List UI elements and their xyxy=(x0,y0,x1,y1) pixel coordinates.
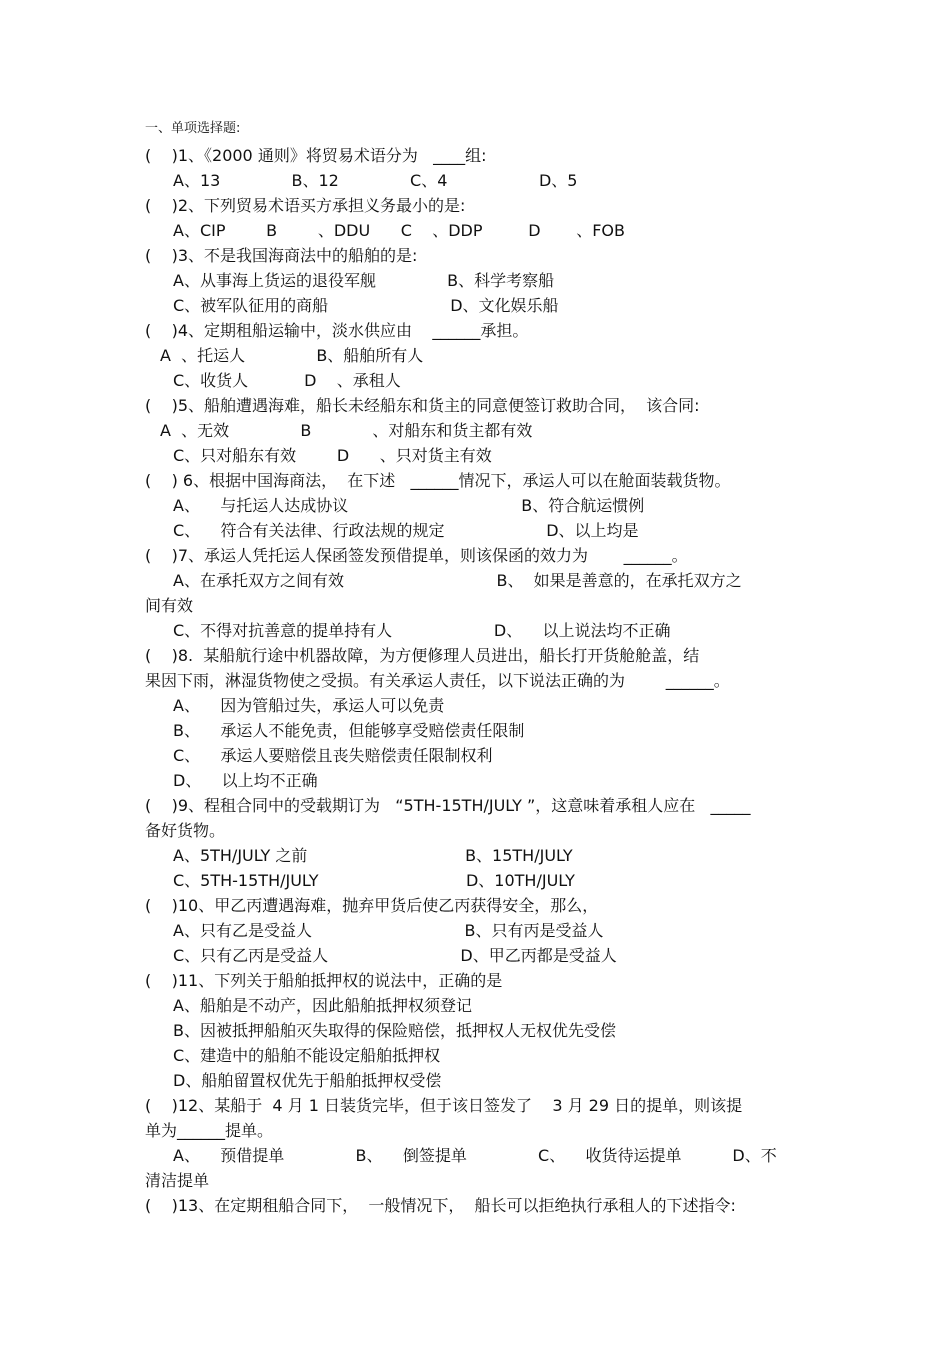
q4-options-cd: C、收货人 D 、承租人 xyxy=(173,371,401,390)
q5-options-cd: C、只对船东有效 D 、只对货主有效 xyxy=(173,446,492,465)
q1-stem: ( )1、《2000 通则》将贸易术语分为 ____组: xyxy=(145,146,487,165)
q12-stem-1: ( )12、某船于 4 月 1 日装货完毕，但于该日签发了 3 月 29 日的提单，则该提 xyxy=(145,1096,743,1115)
section-title: 一、单项选择题: xyxy=(145,121,241,136)
q12-options: A、 预借提单 B、 倒签提单 C、 收货待运提单 D、不 xyxy=(173,1146,777,1165)
q12-stem-2: 单为______提单。 xyxy=(145,1121,274,1140)
q3-stem: ( )3、不是我国海商法中的船舶的是: xyxy=(145,246,418,265)
q8-option-d: D、 以上均不正确 xyxy=(173,771,318,790)
q7-options-b-cont: 间有效 xyxy=(145,596,194,615)
q4-options-ab: A 、托运人 B、船舶所有人 xyxy=(160,346,424,365)
q7-options-cd: C、不得对抗善意的提单持有人 D、 以上说法均不正确 xyxy=(173,621,671,640)
q11-option-c: C、建造中的船舶不能设定船舶抵押权 xyxy=(173,1046,441,1065)
q8-option-c: C、 承运人要赔偿且丧失赔偿责任限制权利 xyxy=(173,746,493,765)
q5-options-ab: A 、无效 B 、对船东和货主都有效 xyxy=(160,421,533,440)
q10-stem: ( )10、甲乙丙遭遇海难，抛弃甲货后使乙丙获得安全，那么， xyxy=(145,896,599,915)
q3-options-cd: C、被军队征用的商船 D、文化娱乐船 xyxy=(173,296,559,315)
q10-options-cd: C、只有乙丙是受益人 D、甲乙丙都是受益人 xyxy=(173,946,617,965)
q4-stem: ( )4、定期租船运输中，淡水供应由 ______承担。 xyxy=(145,321,529,340)
q7-options-ab: A、在承托双方之间有效 B、 如果是善意的，在承托双方之 xyxy=(173,571,742,590)
q1-options: A、13 B、12 C、4 D、5 xyxy=(173,171,578,190)
q9-stem-2: 备好货物。 xyxy=(145,821,226,840)
q8-stem-1: ( )8. 某船航行途中机器故障，为方便修理人员进出，船长打开货舱舱盖，结 xyxy=(145,646,700,665)
q8-option-b: B、 承运人不能免责，但能够享受赔偿责任限制 xyxy=(173,721,525,740)
q3-options-ab: A、从事海上货运的退役军舰 B、科学考察船 xyxy=(173,271,555,290)
q8-option-a: A、 因为管船过失，承运人可以免责 xyxy=(173,696,445,715)
q9-stem-1: ( )9、程租合同中的受载期订为 “5TH-15TH/JULY ”，这意味着承租人应在 _____ xyxy=(145,796,751,815)
q8-stem-2: 果因下雨，淋湿货物使之受损。有关承运人责任，以下说法正确的为 ______。 xyxy=(145,671,730,690)
q9-options-cd: C、5TH-15TH/JULY D、10TH/JULY xyxy=(173,871,575,890)
q6-stem: ( ) 6、根据中国海商法， 在下述 ______情况下，承运人可以在舱面装载货物。 xyxy=(145,471,731,490)
q10-options-ab: A、只有乙是受益人 B、只有丙是受益人 xyxy=(173,921,604,940)
q13-stem: ( )13、在定期租船合同下， 一般情况下， 船长可以拒绝执行承租人的下述指令: xyxy=(145,1196,736,1215)
q2-options: A、CIP B 、DDU C 、DDP D 、FOB xyxy=(173,221,625,240)
q5-stem: ( )5、船舶遭遇海难，船长未经船东和货主的同意便签订救助合同， 该合同: xyxy=(145,396,700,415)
q9-options-ab: A、5TH/JULY 之前 B、15TH/JULY xyxy=(173,846,573,865)
q12-options-cont: 清洁提单 xyxy=(145,1171,210,1190)
q11-option-d: D、船舶留置权优先于船舶抵押权受偿 xyxy=(173,1071,442,1090)
q6-options-ab: A、 与托运人达成协议 B、符合航运惯例 xyxy=(173,496,645,515)
q7-stem: ( )7、承运人凭托运人保函签发预借提单，则该保函的效力为 ______。 xyxy=(145,546,688,565)
q2-stem: ( )2、下列贸易术语买方承担义务最小的是: xyxy=(145,196,466,215)
q11-option-a: A、船舶是不动产，因此船舶抵押权须登记 xyxy=(173,996,472,1015)
q11-option-b: B、因被抵押船舶灭失取得的保险赔偿，抵押权人无权优先受偿 xyxy=(173,1021,616,1040)
q6-options-cd: C、 符合有关法律、行政法规的规定 D、以上均是 xyxy=(173,521,639,540)
q11-stem: ( )11、下列关于船舶抵押权的说法中，正确的是 xyxy=(145,971,503,990)
